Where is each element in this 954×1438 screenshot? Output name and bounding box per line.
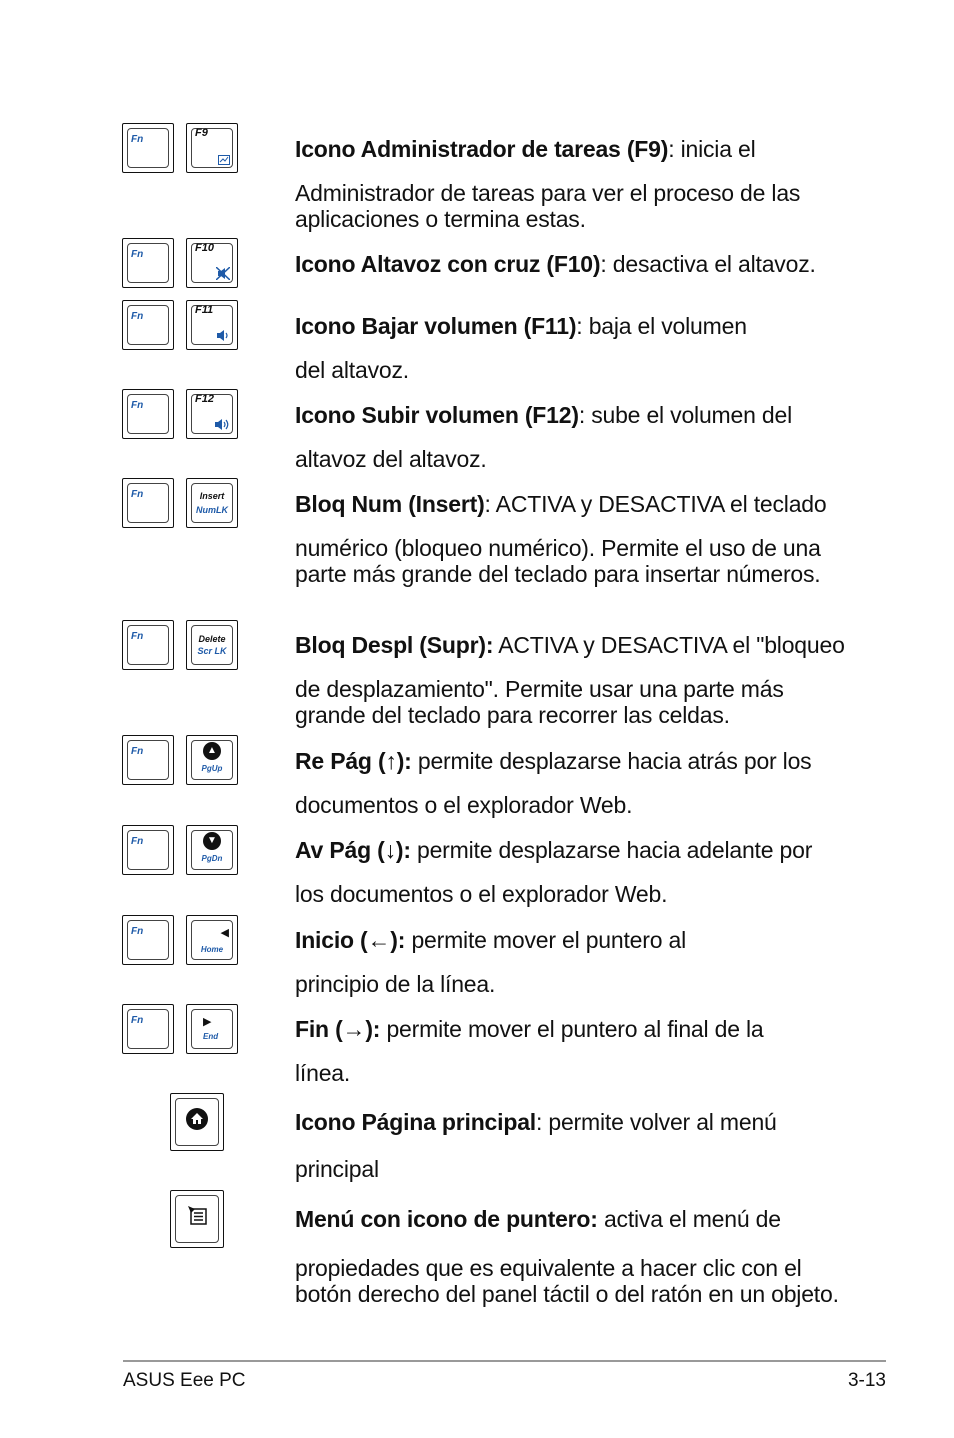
entry-text: Icono Bajar volumen (F11): baja el volumen del altavoz. (295, 313, 747, 383)
end-key: ▶ End (186, 1004, 238, 1054)
home-key: ◀ Home (186, 915, 238, 965)
fn-key: Fn (122, 478, 174, 528)
fn-key: Fn (122, 389, 174, 439)
f12-key: F12 (186, 389, 238, 439)
volume-up-icon (214, 418, 230, 433)
entry-description: documentos o el explorador Web. (295, 791, 633, 818)
entry-text: Menú con icono de puntero: activa el menú de propiedades que es equivalente a hacer clic con el botón derecho del panel táctil o del ratón en un objeto. (295, 1206, 839, 1307)
entry-description: Administrador de tareas para ver el proceso de las aplicaciones o termina estas. (295, 179, 801, 232)
entry-text: Icono Subir volumen (F12): sube el volumen del altavoz del altavoz. (295, 402, 792, 472)
fn-key: Fn (122, 1004, 174, 1054)
key-combo (122, 1004, 247, 1058)
entry-title: Icono Subir volumen (F12) (295, 402, 579, 428)
key-combo (122, 620, 247, 674)
entry-description: línea. (295, 1059, 351, 1086)
home-page-key (170, 1093, 224, 1151)
entry-title: Inicio (←): (295, 927, 406, 953)
entry-description: principio de la línea. (295, 970, 496, 997)
f11-key: F11 (186, 300, 238, 350)
menu-pointer-icon (188, 1206, 208, 1231)
key-combo (122, 478, 247, 532)
pgdn-key: ▼ PgDn (186, 825, 238, 875)
entry-title: Icono Administrador de tareas (F9) (295, 136, 669, 162)
home-icon (186, 1108, 208, 1135)
fn-key: Fn (122, 300, 174, 350)
delete-key: Delete Scr LK (186, 620, 238, 670)
entry-title: Re Pág (↑): (295, 748, 412, 774)
entry-text: Bloq Num (Insert): ACTIVA y DESACTIVA el teclado numérico (bloqueo numérico). Permite el uso de una parte más grande del teclado para insertar números. (295, 491, 827, 587)
f9-key: F9 (186, 123, 238, 173)
fn-key: Fn (122, 735, 174, 785)
entry-title: Bloq Num (Insert) (295, 491, 485, 517)
entry-description: altavoz del altavoz. (295, 445, 487, 472)
entry-description: de desplazamiento". Permite usar una parte más grande del teclado para recorrer las celdas. (295, 675, 784, 728)
arrow-up-icon: ▲ (203, 742, 221, 760)
entry-title: Fin (→): (295, 1016, 381, 1042)
entry-text: Re Pág (↑): permite desplazarse hacia atrás por los documentos o el explorador Web. (295, 748, 812, 818)
key-combo (122, 300, 247, 354)
arrow-right-icon: ▶ (203, 1016, 212, 1028)
footer-product-name: ASUS Eee PC (123, 1370, 246, 1391)
entry-text: Icono Página principal: permite volver al menú principal (295, 1109, 777, 1182)
entry-description: del altavoz. (295, 356, 409, 383)
entry-title: Icono Bajar volumen (F11) (295, 313, 577, 339)
pgup-key: ▲ PgUp (186, 735, 238, 785)
entry-description: los documentos o el explorador Web. (295, 880, 668, 907)
entry-text: Icono Altavoz con cruz (F10): desactiva el altavoz. (295, 251, 816, 277)
entry-description: principal (295, 1155, 379, 1182)
entry-title: Icono Página principal (295, 1109, 536, 1135)
f10-key: F10 (186, 238, 238, 288)
key-combo (122, 389, 247, 443)
entry-text: Bloq Despl (Supr): ACTIVA y DESACTIVA el "bloqueo de desplazamiento". Permite usar una parte más grande del teclado para recorrer las celdas. (295, 632, 845, 728)
entry-text: Icono Administrador de tareas (F9): inicia el Administrador de tareas para ver el proceso de las aplicaciones o termina estas. (295, 136, 801, 232)
key-combo (122, 915, 247, 969)
footer-rule (123, 1360, 886, 1362)
key-combo (122, 238, 247, 292)
entry-title: Icono Altavoz con cruz (F10) (295, 251, 601, 277)
fn-key: Fn (122, 915, 174, 965)
key-combo (122, 123, 247, 177)
fn-key: Fn (122, 238, 174, 288)
entry-description: numérico (bloqueo numérico). Permite el uso de una parte más grande del teclado para insertar números. (295, 534, 821, 587)
volume-down-icon (216, 329, 230, 344)
entry-description: propiedades que es equivalente a hacer clic con el botón derecho del panel táctil o del ratón en un objeto. (295, 1254, 839, 1307)
entry-text: Inicio (←): permite mover el puntero al principio de la línea. (295, 927, 687, 997)
entry-title: Av Pág (↓): (295, 837, 411, 863)
entry-text: Av Pág (↓): permite desplazarse hacia adelante por los documentos o el explorador Web. (295, 837, 813, 907)
fn-key: Fn (122, 825, 174, 875)
fn-key: Fn (122, 620, 174, 670)
fn-key: Fn (122, 123, 174, 173)
key-combo (122, 735, 247, 789)
entry-text: Fin (→): permite mover el puntero al final de la línea. (295, 1016, 764, 1086)
arrow-left-icon: ◀ (220, 927, 229, 939)
insert-key: Insert NumLK (186, 478, 238, 528)
key-combo (122, 825, 247, 879)
task-manager-icon (218, 154, 230, 167)
entry-title: Bloq Despl (Supr): (295, 632, 494, 658)
arrow-down-icon: ▼ (203, 832, 221, 850)
page-number: 3-13 (847, 1370, 886, 1391)
speaker-mute-icon (216, 267, 230, 282)
menu-key (170, 1190, 224, 1248)
entry-title: Menú con icono de puntero: (295, 1206, 598, 1232)
